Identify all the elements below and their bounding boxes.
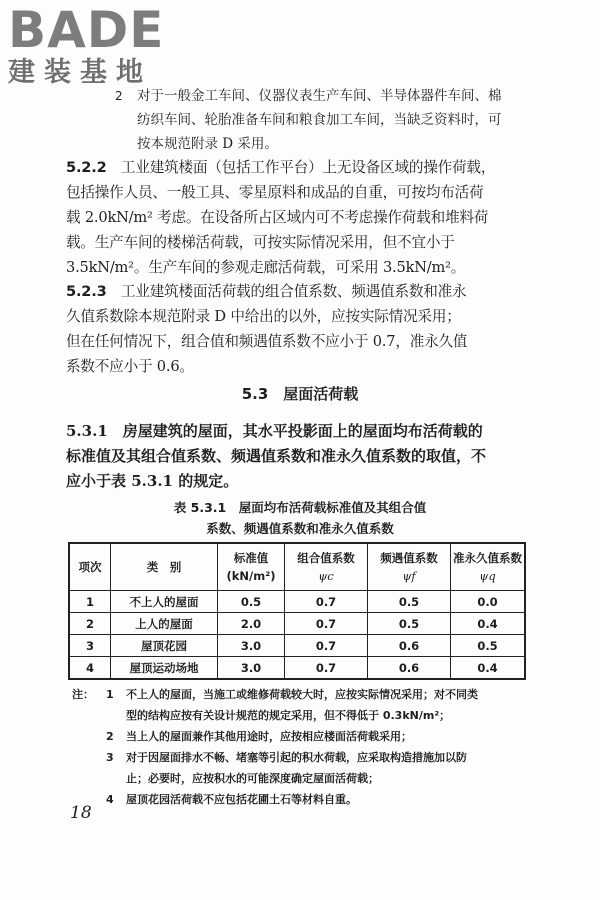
table-row (69, 613, 525, 635)
col-standard-name: 标准值 (233, 551, 269, 565)
cell-category: 屋顶花园 (111, 635, 218, 657)
note-text (126, 684, 532, 726)
cell-combination: 0.7 (285, 613, 368, 635)
clause-line: 标准值及其组合值系数、频遇值系数和准永久值系数的取值，不 (66, 447, 487, 465)
col-combination (285, 543, 368, 591)
note-text (126, 789, 532, 810)
note-item (72, 684, 532, 726)
col-frequent (368, 543, 451, 591)
cell-combination: 0.7 (285, 591, 368, 613)
cell-frequent: 0.5 (368, 591, 451, 613)
col-frequent-name: 频遇值系数 (380, 551, 438, 565)
notes-label: 注： (72, 688, 94, 701)
col-quasi (451, 543, 526, 591)
col-frequent-symbol: ψf (402, 569, 416, 583)
col-quasi-name: 准永久值系数 (453, 551, 522, 565)
list-item-line: 对于一般金工车间、仪器仪表生产车间、半导体器件车间、棉 (137, 88, 502, 104)
table-row (69, 635, 525, 657)
col-combination-name: 组合值系数 (297, 551, 355, 565)
section-title: 屋面活荷载 (283, 385, 359, 403)
cell-quasi: 0.5 (451, 635, 526, 657)
col-item: 项次 (69, 543, 111, 591)
clause-line: 载。生产车间的楼梯活荷载，可按实际情况采用，但不宜小于 (66, 234, 455, 251)
cell-quasi: 0.4 (451, 613, 526, 635)
note-line: 当上人的屋面兼作其他用途时，应按相应楼面活荷载采用； (126, 730, 412, 743)
clause-line: 载 2.0kN/m² 考虑。在设备所占区域内可不考虑操作荷载和堆料荷 (66, 209, 489, 226)
brand-logo (8, 1, 178, 88)
list-item-number: 2 (115, 89, 123, 103)
continued-list-item (115, 84, 525, 156)
note-number: 3 (106, 751, 114, 764)
col-standard (218, 543, 285, 591)
note-text (126, 747, 532, 789)
clause-line: 但在任何情况下，组合值和频遇值系数不应小于 0.7，准永久值 (66, 333, 468, 350)
col-combination-symbol: ψc (318, 569, 334, 583)
clause-5-2-2 (66, 155, 526, 280)
clause-5-2-3 (66, 279, 526, 379)
cell-category: 不上人的屋面 (111, 591, 218, 613)
note-item (72, 726, 532, 747)
note-line: 屋顶花园活荷载不应包括花圃土石等材料自重。 (126, 793, 357, 806)
cell-frequent: 0.6 (368, 657, 451, 680)
logo-text-en: BADE (8, 1, 165, 59)
cell-item: 1 (69, 591, 111, 613)
logo-text-cn: 建装基地 (8, 57, 152, 88)
table-row (69, 591, 525, 613)
cell-quasi: 0.4 (451, 657, 526, 680)
clause-number: 5.2.2 (66, 159, 107, 176)
list-item-line: 纺织车间、轮胎准备车间和粮食加工车间，当缺乏资料时，可 (137, 112, 502, 128)
note-number: 1 (106, 688, 114, 701)
note-item (72, 789, 532, 810)
note-number: 4 (106, 793, 114, 806)
note-item (72, 747, 532, 789)
table-notes (72, 684, 532, 810)
cell-standard: 3.0 (218, 657, 285, 680)
note-line: 止；必要时，应按积水的可能深度确定屋面活荷载； (126, 772, 379, 785)
note-line: 型的结构应按有关设计规范的规定采用，但不得低于 0.3kN/m²； (126, 709, 451, 722)
section-heading (0, 383, 600, 404)
col-standard-unit: (kN/m²) (226, 569, 276, 583)
section-number: 5.3 (241, 385, 269, 403)
clause-5-3-1 (66, 419, 526, 494)
page-number: 18 (70, 803, 92, 823)
cell-standard: 0.5 (218, 591, 285, 613)
table-caption: 表 5.3.1 屋面均布活荷载标准值及其组合值 (173, 500, 427, 515)
col-category: 类 别 (111, 543, 218, 591)
clause-line: 久值系数除本规范附录 D 中给出的以外，应按实际情况采用； (66, 308, 461, 325)
clause-number: 5.3.1 (66, 422, 108, 440)
clause-number: 5.2.3 (66, 283, 107, 300)
cell-quasi: 0.0 (451, 591, 526, 613)
cell-item: 2 (69, 613, 111, 635)
cell-item: 4 (69, 657, 111, 680)
note-text (126, 726, 532, 747)
cell-item: 3 (69, 635, 111, 657)
cell-standard: 2.0 (218, 613, 285, 635)
clause-line: 应小于表 5.3.1 的规定。 (66, 472, 239, 490)
table-caption-cont: 系数、频遇值系数和准永久值系数 (206, 521, 394, 536)
note-line: 不上人的屋面，当施工或维修荷载较大时，应按实际情况采用；对不同类 (126, 688, 478, 701)
note-line: 对于因屋面排水不畅、堵塞等引起的积水荷载，应采取构造措施加以防 (126, 751, 467, 764)
cell-combination: 0.7 (285, 635, 368, 657)
clause-line: 工业建筑楼面活荷载的组合值系数、频遇值系数和准永 (120, 283, 467, 300)
note-number: 2 (106, 730, 114, 743)
col-quasi-symbol: ψq (479, 569, 496, 583)
clause-line: 工业建筑楼面（包括工作平台）上无设备区域的操作荷载， (120, 159, 496, 176)
cell-standard: 3.0 (218, 635, 285, 657)
table-row (69, 657, 525, 680)
table-header-row (69, 543, 525, 591)
cell-category: 屋顶运动场地 (111, 657, 218, 680)
cell-frequent: 0.5 (368, 613, 451, 635)
list-item-line: 按本规范附录 D 采用。 (137, 136, 278, 152)
cell-category: 上人的屋面 (111, 613, 218, 635)
cell-frequent: 0.6 (368, 635, 451, 657)
clause-line: 3.5kN/m²。生产车间的参观走廊活荷载，可采用 3.5kN/m²。 (66, 259, 466, 276)
clause-line: 系数不应小于 0.6。 (66, 358, 194, 375)
clause-line: 包括操作人员、一般工具、零星原料和成品的自重，可按均布活荷 (66, 184, 484, 201)
cell-combination: 0.7 (285, 657, 368, 680)
roof-load-table (68, 542, 526, 680)
clause-line: 房屋建筑的屋面，其水平投影面上的屋面均布活荷载的 (122, 422, 483, 440)
